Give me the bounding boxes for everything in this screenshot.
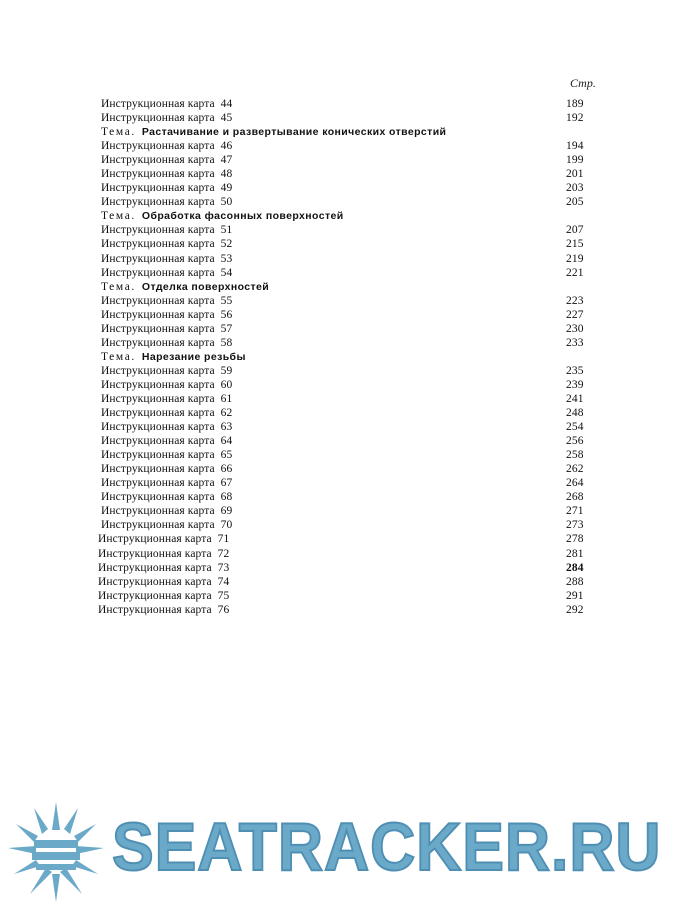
- entry-text: Инструкционная карта: [101, 449, 215, 462]
- entry-page: 248: [566, 407, 584, 420]
- entry-number: 50: [220, 196, 233, 209]
- entry-text: Инструкционная карта: [98, 603, 212, 616]
- entry-page: 273: [566, 519, 584, 532]
- entry-number: 71: [217, 533, 230, 546]
- entry-label: [101, 504, 232, 518]
- entry-label: [101, 336, 232, 350]
- entry-label: [101, 448, 232, 462]
- entry-label: [98, 589, 229, 603]
- entry-text: Инструкционная карта: [98, 589, 212, 602]
- entry-page: 284: [566, 561, 584, 574]
- entry-text: Инструкционная карта: [101, 392, 215, 405]
- topic-prefix: Тема.: [101, 280, 136, 293]
- entry-number: 57: [220, 322, 233, 335]
- entry-number: 51: [220, 224, 233, 237]
- toc-entry: [0, 195, 690, 209]
- entry-label: [101, 266, 232, 280]
- toc-entry: [0, 181, 690, 195]
- entry-text: Инструкционная карта: [101, 336, 215, 349]
- entry-text: Инструкционная карта: [101, 294, 215, 307]
- entry-text: Инструкционная карта: [101, 98, 215, 110]
- entry-label: [101, 139, 232, 153]
- entry-page: 292: [566, 603, 584, 616]
- entry-text: Инструкционная карта: [101, 154, 215, 167]
- entry-text: Инструкционная карта: [98, 561, 212, 574]
- entry-label: [101, 406, 232, 420]
- entry-text: Инструкционная карта: [101, 308, 215, 321]
- entry-label: [101, 476, 232, 490]
- entry-page: 241: [566, 392, 584, 405]
- entry-text: Инструкционная карта: [101, 491, 215, 504]
- entry-label: [101, 237, 232, 251]
- entry-label: [101, 294, 232, 308]
- watermark-text: SEATRACKER.RU: [112, 809, 662, 885]
- topic-label: [101, 280, 269, 294]
- entry-text: Инструкционная карта: [101, 364, 215, 377]
- toc-entry: [0, 294, 690, 308]
- entry-label: [101, 364, 232, 378]
- entry-text: Инструкционная карта: [101, 463, 215, 476]
- topic-title: Отделка поверхностей: [141, 280, 270, 293]
- entry-page: 256: [566, 435, 584, 448]
- sun-icon: [6, 800, 106, 905]
- entry-label: [101, 490, 232, 504]
- entry-number: 45: [220, 112, 233, 125]
- entry-page: 291: [566, 589, 584, 602]
- entry-number: 44: [220, 98, 233, 110]
- entry-page: 258: [566, 449, 584, 462]
- entry-page: 264: [566, 477, 584, 490]
- entry-page: 233: [566, 336, 584, 349]
- topic-heading: [0, 125, 690, 139]
- topic-heading: [0, 350, 690, 364]
- entry-number: 70: [220, 519, 233, 532]
- entry-label: [101, 518, 232, 532]
- page-column-header: Стр.: [570, 76, 596, 90]
- entry-label: [101, 252, 232, 266]
- toc-entry: [0, 490, 690, 504]
- toc-entry: [0, 420, 690, 434]
- topic-label: [101, 209, 344, 223]
- topic-label: [101, 350, 246, 364]
- entry-label: [101, 153, 232, 167]
- toc-entry: [0, 603, 690, 617]
- entry-label: [101, 167, 232, 181]
- entry-text: Инструкционная карта: [101, 140, 215, 153]
- entry-label: [101, 322, 232, 336]
- entry-text: Инструкционная карта: [101, 196, 215, 209]
- topic-heading: [0, 209, 690, 223]
- table-of-contents: [0, 97, 690, 617]
- entry-number: 65: [220, 449, 233, 462]
- entry-text: Инструкционная карта: [101, 435, 215, 448]
- toc-entry: [0, 448, 690, 462]
- entry-label: [101, 97, 232, 111]
- topic-title: Нарезание резьбы: [141, 350, 246, 363]
- topic-prefix: Тема.: [101, 210, 136, 223]
- toc-entry: [0, 336, 690, 350]
- entry-number: 56: [220, 308, 233, 321]
- toc-entry: [0, 504, 690, 518]
- entry-text: Инструкционная карта: [101, 182, 215, 195]
- entry-number: 67: [220, 477, 233, 490]
- toc-entry: [0, 252, 690, 266]
- toc-entry: [0, 153, 690, 167]
- entry-page: 207: [566, 224, 584, 237]
- entry-number: 68: [220, 491, 233, 504]
- entry-page: 201: [566, 168, 584, 181]
- entry-text: Инструкционная карта: [101, 407, 215, 420]
- entry-page: 223: [566, 294, 584, 307]
- entry-number: 72: [217, 547, 230, 560]
- entry-text: Инструкционная карта: [101, 378, 215, 391]
- entry-page: 221: [566, 266, 584, 279]
- entry-page: 194: [566, 140, 584, 153]
- topic-title: Растачивание и развертывание конических отверстий: [141, 126, 447, 139]
- toc-entry: [0, 223, 690, 237]
- entry-label: [98, 575, 229, 589]
- entry-label: [101, 392, 232, 406]
- entry-text: Инструкционная карта: [101, 224, 215, 237]
- toc-entry: [0, 518, 690, 532]
- toc-entry: [0, 462, 690, 476]
- entry-page: 219: [566, 252, 584, 265]
- toc-entry: [0, 476, 690, 490]
- entry-page: 199: [566, 154, 584, 167]
- toc-entry: [0, 589, 690, 603]
- entry-number: 47: [220, 154, 233, 167]
- entry-number: 61: [220, 392, 233, 405]
- toc-entry: [0, 406, 690, 420]
- topic-title: Обработка фасонных поверхностей: [141, 210, 344, 223]
- entry-page: 271: [566, 505, 584, 518]
- topic-heading: [0, 280, 690, 294]
- topic-label: [101, 125, 446, 139]
- entry-page: 281: [566, 547, 584, 560]
- entry-text: Инструкционная карта: [101, 266, 215, 279]
- entry-label: [101, 223, 232, 237]
- entry-number: 53: [220, 252, 233, 265]
- entry-text: Инструкционная карта: [101, 519, 215, 532]
- toc-entry: [0, 547, 690, 561]
- entry-page: 288: [566, 575, 584, 588]
- entry-label: [101, 195, 232, 209]
- entry-page: 235: [566, 364, 584, 377]
- entry-number: 74: [217, 575, 230, 588]
- entry-label: [101, 111, 232, 125]
- entry-text: Инструкционная карта: [101, 252, 215, 265]
- toc-entry: [0, 111, 690, 125]
- toc-entry: [0, 378, 690, 392]
- entry-page: 268: [566, 491, 584, 504]
- entry-number: 58: [220, 336, 233, 349]
- entry-number: 73: [217, 561, 230, 574]
- entry-label: [98, 603, 229, 617]
- entry-number: 52: [220, 238, 233, 251]
- entry-label: [98, 547, 229, 561]
- toc-entry: [0, 575, 690, 589]
- entry-number: 66: [220, 463, 233, 476]
- entry-number: 46: [220, 140, 233, 153]
- entry-number: 48: [220, 168, 233, 181]
- entry-number: 59: [220, 364, 233, 377]
- toc-entry: [0, 561, 690, 575]
- entry-page: 230: [566, 322, 584, 335]
- entry-label: [101, 378, 232, 392]
- entry-text: Инструкционная карта: [101, 477, 215, 490]
- entry-text: Инструкционная карта: [101, 322, 215, 335]
- entry-number: 76: [217, 603, 230, 616]
- toc-entry: [0, 322, 690, 336]
- topic-prefix: Тема.: [101, 126, 136, 139]
- entry-page: 239: [566, 378, 584, 391]
- entry-label: [101, 420, 232, 434]
- entry-text: Инструкционная карта: [98, 547, 212, 560]
- entry-text: Инструкционная карта: [101, 238, 215, 251]
- entry-number: 62: [220, 407, 233, 420]
- entry-label: [101, 181, 232, 195]
- entry-page: 227: [566, 308, 584, 321]
- entry-page: 278: [566, 533, 584, 546]
- entry-page: 192: [566, 112, 584, 125]
- entry-number: 63: [220, 421, 233, 434]
- entry-number: 60: [220, 378, 233, 391]
- entry-page: 262: [566, 463, 584, 476]
- entry-number: 75: [217, 589, 230, 602]
- toc-entry: [0, 139, 690, 153]
- toc-entry: [0, 266, 690, 280]
- entry-number: 69: [220, 505, 233, 518]
- entry-text: Инструкционная карта: [98, 533, 212, 546]
- toc-entry: [0, 97, 690, 111]
- entry-label: [101, 308, 232, 322]
- entry-number: 64: [220, 435, 233, 448]
- entry-text: Инструкционная карта: [98, 575, 212, 588]
- toc-entry: [0, 167, 690, 181]
- entry-text: Инструкционная карта: [101, 421, 215, 434]
- entry-label: [101, 434, 232, 448]
- topic-prefix: Тема.: [101, 350, 136, 363]
- entry-page: 215: [566, 238, 584, 251]
- entry-label: [98, 532, 229, 546]
- entry-page: 203: [566, 182, 584, 195]
- entry-label: [98, 561, 229, 575]
- entry-page: 189: [566, 98, 584, 110]
- toc-entry: [0, 364, 690, 378]
- toc-entry: [0, 434, 690, 448]
- toc-entry: [0, 237, 690, 251]
- toc-entry: [0, 532, 690, 546]
- entry-label: [101, 462, 232, 476]
- entry-page: 205: [566, 196, 584, 209]
- entry-text: Инструкционная карта: [101, 112, 215, 125]
- toc-entry: [0, 392, 690, 406]
- entry-number: 55: [220, 294, 233, 307]
- entry-page: 254: [566, 421, 584, 434]
- entry-number: 49: [220, 182, 233, 195]
- entry-number: 54: [220, 266, 233, 279]
- entry-text: Инструкционная карта: [101, 168, 215, 181]
- entry-text: Инструкционная карта: [101, 505, 215, 518]
- toc-entry: [0, 308, 690, 322]
